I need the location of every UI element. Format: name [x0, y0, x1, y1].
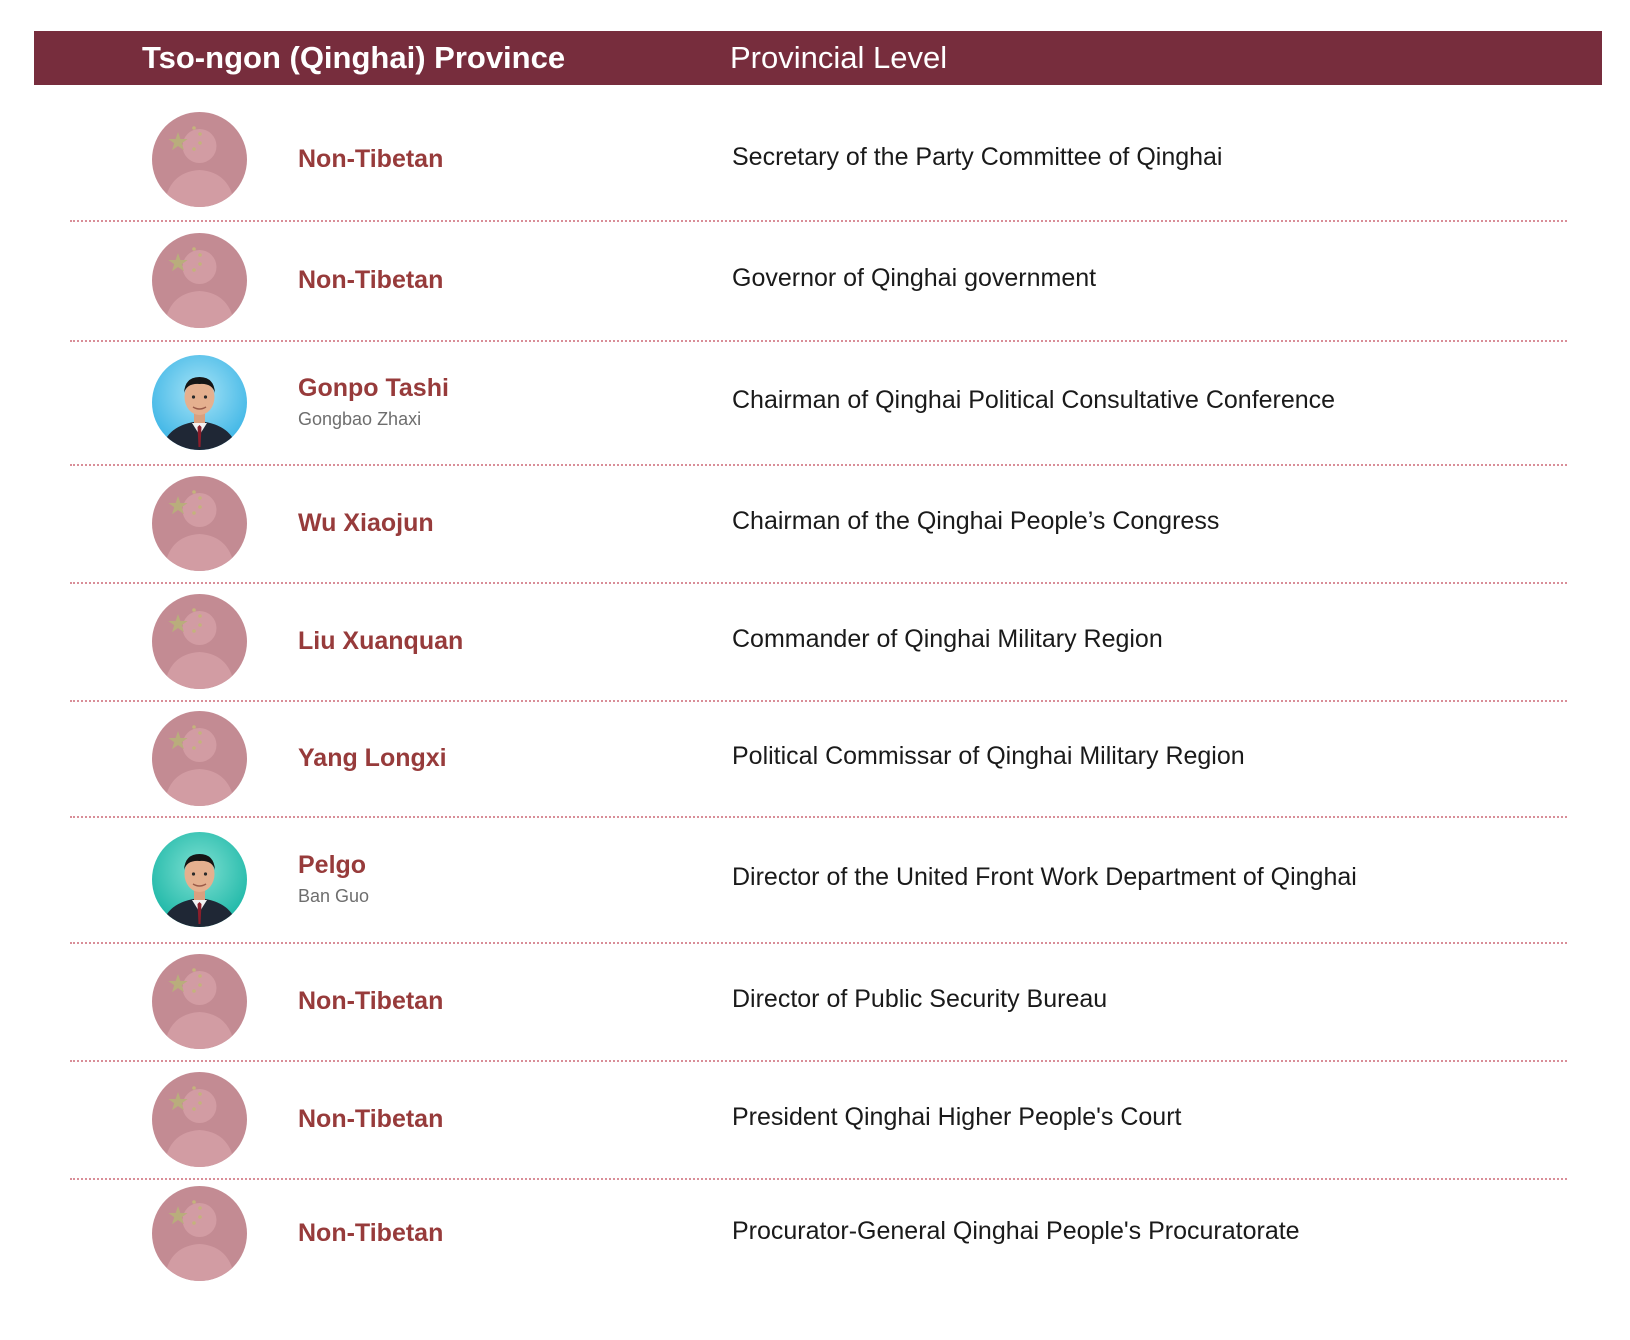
official-name: Liu Xuanquan — [298, 627, 464, 655]
official-name: Pelgo — [298, 851, 367, 879]
flag-silhouette-icon — [152, 594, 247, 689]
official-name-block — [298, 373, 449, 431]
flag-silhouette-icon — [152, 476, 247, 571]
list-item — [0, 702, 1630, 818]
flag-silhouette-icon — [152, 1186, 247, 1281]
flag-silhouette-icon — [152, 711, 247, 806]
list-item — [0, 100, 1630, 222]
list-item — [0, 1180, 1630, 1290]
official-name-block — [298, 986, 443, 1016]
list-item — [0, 342, 1630, 466]
official-name: Non-Tibetan — [298, 1105, 444, 1133]
official-name-block — [298, 144, 443, 174]
official-name: Gonpo Tashi — [298, 374, 449, 402]
official-position: Procurator-General Qinghai People's Procuratorate — [732, 1217, 1300, 1245]
official-name: Yang Longxi — [298, 744, 447, 772]
official-position: Secretary of the Party Committee of Qinghai — [732, 143, 1223, 171]
official-name: Wu Xiaojun — [298, 509, 434, 537]
portrait-photo — [152, 832, 247, 927]
flag-silhouette-icon — [152, 112, 247, 207]
official-position: Chairman of the Qinghai People’s Congress — [732, 507, 1220, 535]
official-name: Non-Tibetan — [298, 266, 444, 294]
portrait-photo — [152, 355, 247, 450]
list-item — [0, 944, 1630, 1062]
list-item — [0, 1062, 1630, 1180]
official-name-block — [298, 743, 447, 773]
official-name-block — [298, 1218, 443, 1248]
official-name-block — [298, 508, 434, 538]
official-position: Governor of Qinghai government — [732, 264, 1097, 292]
official-name-block — [298, 1104, 443, 1134]
official-position: Chairman of Qinghai Political Consultative Conference — [732, 386, 1336, 414]
list-item — [0, 584, 1630, 702]
official-name: Non-Tibetan — [298, 145, 444, 173]
official-name-block — [298, 626, 463, 656]
official-position: President Qinghai Higher People's Court — [732, 1103, 1182, 1131]
official-name: Non-Tibetan — [298, 987, 444, 1015]
official-name-block — [298, 265, 443, 295]
list-item — [0, 466, 1630, 584]
flag-silhouette-icon — [152, 954, 247, 1049]
official-position: Director of the United Front Work Department of Qinghai — [732, 863, 1357, 891]
flag-silhouette-icon — [152, 233, 247, 328]
official-position: Political Commissar of Qinghai Military Region — [732, 742, 1245, 770]
official-name-block — [298, 850, 369, 908]
list-item — [0, 222, 1630, 342]
province-title: Tso-ngon (Qinghai) Province — [142, 40, 566, 75]
flag-silhouette-icon — [152, 1072, 247, 1167]
official-position: Director of Public Security Bureau — [732, 985, 1108, 1013]
official-position: Commander of Qinghai Military Region — [732, 625, 1163, 653]
official-alt-name: Ban Guo — [298, 886, 370, 906]
official-name: Non-Tibetan — [298, 1219, 444, 1247]
level-title: Provincial Level — [730, 40, 948, 75]
list-item — [0, 818, 1630, 944]
official-alt-name: Gongbao Zhaxi — [298, 409, 422, 429]
